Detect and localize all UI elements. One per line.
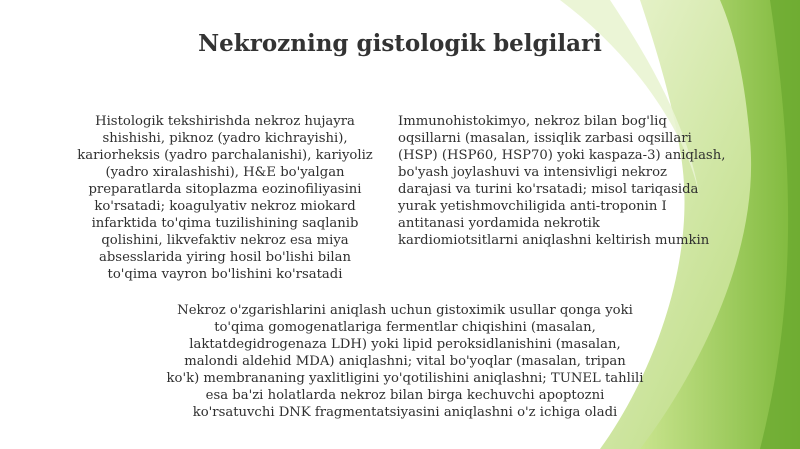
left-column-text: Histologik tekshirishda nekroz hujayra shishishi, piknoz (yadro kichrayishi), kariorheksis (yadro parchalanishi), kariyoliz (yadro xiralashishi), H&E bo'yalgan preparatlarda sitoplazma eozinofiliyasini ko'rsatadi; koagulyativ nekroz miokard infarktida to'qima tuzilishining saqlanib qolishini, likvefaktiv nekroz esa miya absesslarida yiring hosil bo'lishi bilan to'qima vayron bo'lishini ko'rsatadi: [77, 114, 373, 282]
right-column-text: Immunohistokimyo, nekroz bilan bog'liq oqsillarni (masalan, issiqlik zarbasi oqsillari (HSP) (HSP60, HSP70) yoki kaspaza-3) aniqlash, bo'yash joylashuvi va intensivligi nekroz darajasi va turini ko'rsatadi; misol tariqasida yurak yetishmovchiligida anti-troponin I antitanasi yordamida nekrotik kardiomiotsitlarni aniqlashni keltirish mumkin: [398, 114, 726, 248]
slide-title: Nekrozning gistologik belgilari: [198, 30, 602, 57]
bottom-text: Nekroz o'zgarishlarini aniqlash uchun gistoximik usullar qonga yoki to'qima gomogenatlariga fermentlar chiqishini (masalan, laktatdegidrogenaza LDH) yoki lipid peroksidlanishini (masalan, malondi aldehid MDA) aniqlashni; vital bo'yoqlar (masalan, tripan ko'k) membrananing yaxlitligini yo'qotilishini aniqlashni; TUNEL tahlili esa ba'zi holatlarda nekroz bilan birga kechuvchi apoptozni ko'rsatuvchi DNK fragmentatsiyasini aniqlashni o'z ichiga oladi: [166, 303, 644, 420]
